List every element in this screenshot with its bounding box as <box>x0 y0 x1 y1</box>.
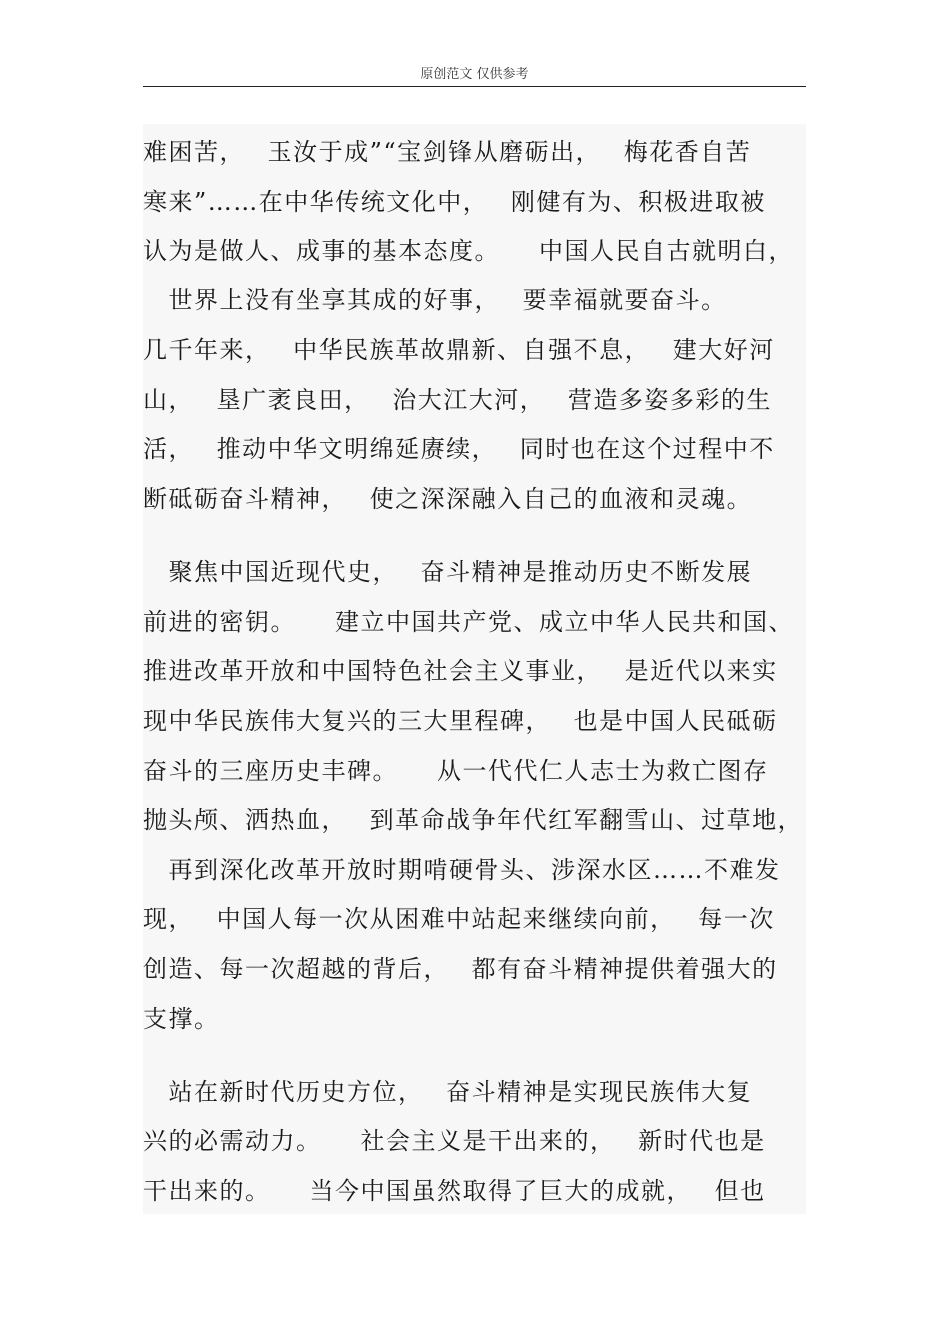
page-header <box>143 64 806 87</box>
text-line: 现中华民族伟大复兴的三大里程碑， 也是中国人民砥砺 <box>143 707 778 735</box>
text-line: 难困苦， 玉汝于成”“宝剑锋从磨砺出， 梅花香自苦 <box>143 138 752 166</box>
text-line: 推进改革开放和中国特色社会主义事业， 是近代以来实 <box>143 657 778 685</box>
text-line: 站在新时代历史方位， 奋斗精神是实现民族伟大复 <box>143 1078 753 1106</box>
text-line: 世界上没有坐享其成的好事， 要幸福就要奋斗。 <box>143 286 727 314</box>
text-line: 干出来的。 当今中国虽然取得了巨大的成就， 但也 <box>143 1177 766 1205</box>
text-line: 寒来”……在中华传统文化中， 刚健有为、积极进取被 <box>143 188 766 216</box>
text-line: 支撑。 <box>143 1005 220 1033</box>
text-line: 山， 垦广袤良田， 治大江大河， 营造多姿多彩的生 <box>143 386 772 414</box>
text-line: 活， 推动中华文明绵延赓续， 同时也在这个过程中不 <box>143 435 775 463</box>
text-line: 几千年来， 中华民族革故鼎新、自强不息， 建大好河 <box>143 336 775 364</box>
text-line: 断砥砺奋斗精神， 使之深深融入自己的血液和灵魂。 <box>143 485 753 513</box>
text-line: 奋斗的三座历史丰碑。 从一代代仁人志士为救亡图存 <box>143 757 769 785</box>
text-line: 前进的密钥。 建立中国共产党、成立中华人民共和国、 <box>143 608 794 636</box>
text-line: 兴的必需动力。 社会主义是干出来的， 新时代也是 <box>143 1127 766 1155</box>
text-line: 创造、每一次超越的背后， 都有奋斗精神提供着强大的 <box>143 955 778 983</box>
text-line: 再到深化改革开放时期啃硬骨头、涉深水区……不难发 <box>143 856 781 884</box>
text-line: 抛头颅、洒热血， 到革命战争年代红军翻雪山、过草地， <box>143 806 804 834</box>
text-line: 现， 中国人每一次从困难中站起来继续向前， 每一次 <box>143 905 775 933</box>
header-text: 原创范文 仅供参考 <box>420 67 529 82</box>
document-body <box>143 124 806 1214</box>
text-line: 认为是做人、成事的基本态度。 中国人民自古就明白， <box>143 237 794 265</box>
text-line: 聚焦中国近现代史， 奋斗精神是推动历史不断发展 <box>143 558 753 586</box>
